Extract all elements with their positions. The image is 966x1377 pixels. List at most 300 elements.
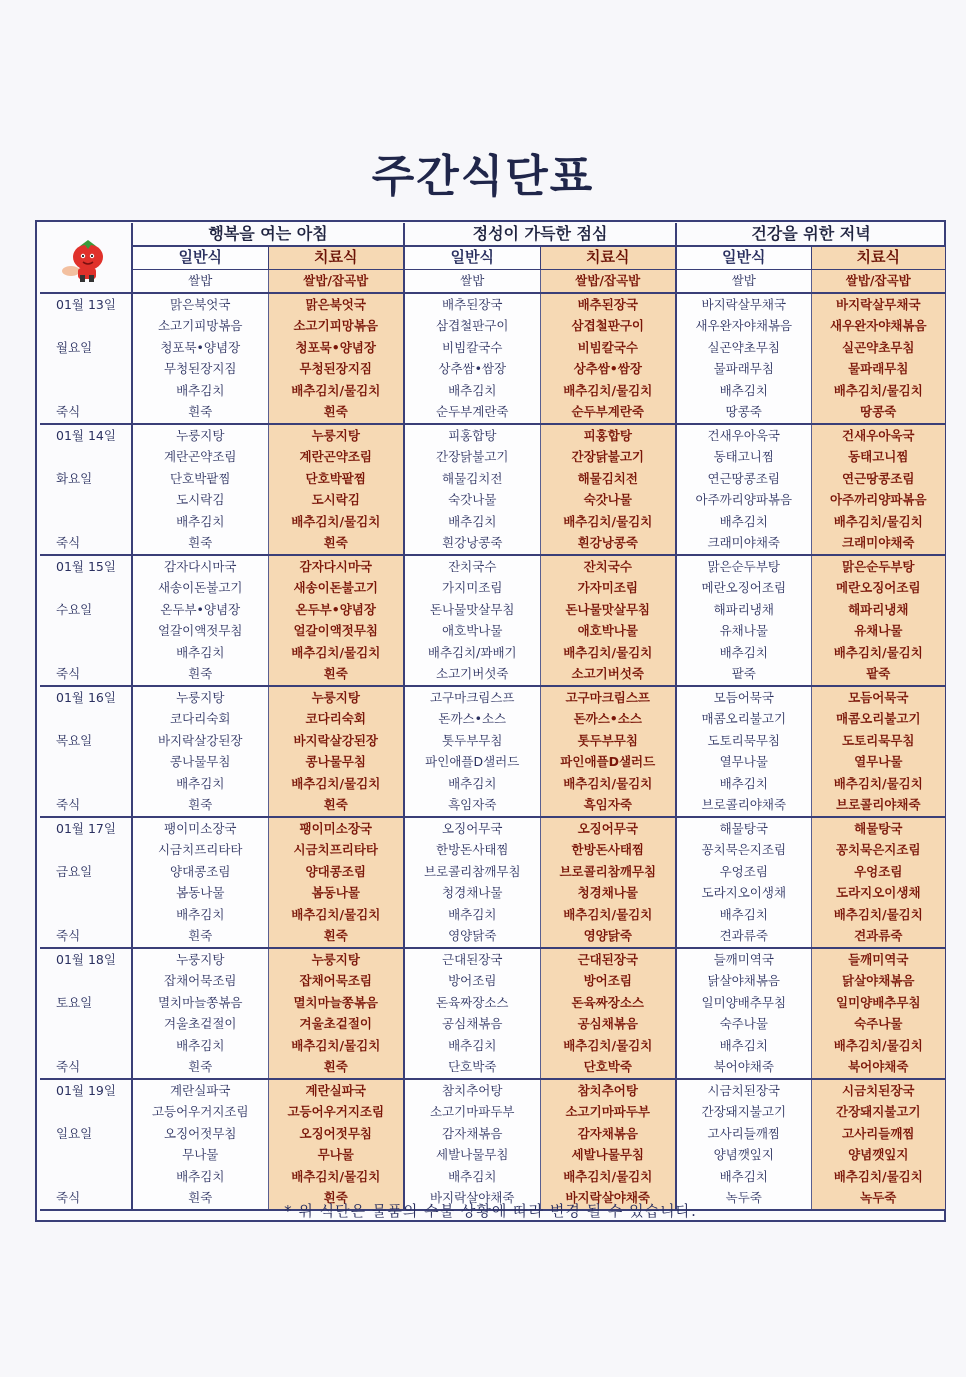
general-dish-cell: 팥죽 [676, 663, 811, 686]
therapy-dish-cell: 감자채볶음 [540, 1123, 676, 1145]
date-spacer [40, 970, 132, 992]
therapy-dish-cell: 흑임자죽 [540, 794, 676, 817]
therapy-dish-cell: 순두부계란죽 [540, 401, 676, 424]
general-dish-cell: 배추김치 [404, 511, 540, 533]
general-dish-cell: 숙주나물 [676, 1013, 811, 1035]
therapy-dish-cell: 맑은순두부탕 [811, 555, 945, 578]
porridge-label: 죽식 [40, 925, 132, 948]
menu-row [40, 1166, 945, 1188]
menu-row [40, 1079, 945, 1102]
date-spacer [40, 315, 132, 337]
therapy-dish-cell: 비빔칼국수 [540, 337, 676, 359]
menu-row [40, 970, 945, 992]
menu-row [40, 1123, 945, 1145]
therapy-dish-cell: 새우완자야채볶음 [811, 315, 945, 337]
therapy-dish-cell: 세발나물무침 [540, 1144, 676, 1166]
general-dish-cell: 상추쌈•쌈장 [404, 358, 540, 380]
therapy-dish-cell: 배추김치/물김치 [811, 773, 945, 795]
menu-row [40, 992, 945, 1014]
menu-row [40, 489, 945, 511]
therapy-dish-cell: 무청된장지짐 [268, 358, 404, 380]
therapy-dish-cell: 배추김치/물김치 [540, 380, 676, 402]
therapy-dish-cell: 배추김치/물김치 [811, 642, 945, 664]
general-dish-cell: 건새우아욱국 [676, 424, 811, 447]
general-dish-cell: 닭살야채볶음 [676, 970, 811, 992]
general-dish-cell: 온두부•양념장 [132, 599, 268, 621]
general-dish-cell: 유채나물 [676, 620, 811, 642]
general-dish-cell: 누룽지탕 [132, 686, 268, 709]
general-dish-cell: 소고기마파두부 [404, 1101, 540, 1123]
general-dish-cell: 배추김치 [132, 1166, 268, 1188]
therapy-dish-cell: 숙주나물 [811, 1013, 945, 1035]
general-dish-cell: 고등어우거지조림 [132, 1101, 268, 1123]
general-dish-cell: 톳두부무침 [404, 730, 540, 752]
general-dish-cell: 새우완자야채볶음 [676, 315, 811, 337]
day-date: 01월 15일 [40, 555, 132, 578]
general-dish-cell: 바지락살무채국 [676, 293, 811, 316]
therapy-dish-cell: 소고기피망볶음 [268, 315, 404, 337]
general-dish-cell: 겨울초겉절이 [132, 1013, 268, 1035]
general-dish-cell: 도라지오이생채 [676, 882, 811, 904]
menu-row [40, 839, 945, 861]
therapy-dish-cell: 잔치국수 [540, 555, 676, 578]
general-dish-cell: 배추김치 [132, 1035, 268, 1057]
menu-row [40, 773, 945, 795]
menu-row [40, 1013, 945, 1035]
date-spacer [40, 1166, 132, 1188]
therapy-dish-cell: 배추김치/물김치 [540, 773, 676, 795]
general-dish-cell: 실곤약초무침 [676, 337, 811, 359]
therapy-dish-cell: 일미양배추무침 [811, 992, 945, 1014]
dinner-general-header: 일반식 [676, 246, 811, 270]
general-dish-cell: 시금치된장국 [676, 1079, 811, 1102]
day-weekday: 일요일 [40, 1123, 132, 1145]
general-dish-cell: 가지미조림 [404, 577, 540, 599]
general-dish-cell: 배추김치 [676, 642, 811, 664]
therapy-dish-cell: 배추김치/물김치 [540, 642, 676, 664]
general-dish-cell: 바지락살야채죽 [404, 1187, 540, 1210]
day-date: 01월 16일 [40, 686, 132, 709]
general-dish-cell: 양대콩조림 [132, 861, 268, 883]
porridge-label: 죽식 [40, 401, 132, 424]
therapy-dish-cell: 흰강낭콩죽 [540, 532, 676, 555]
general-dish-cell: 배추김치 [676, 511, 811, 533]
therapy-dish-cell: 브로콜리야채죽 [811, 794, 945, 817]
therapy-dish-cell: 고사리들깨찜 [811, 1123, 945, 1145]
therapy-dish-cell: 배추김치/물김치 [540, 1035, 676, 1057]
therapy-dish-cell: 도토리묵무침 [811, 730, 945, 752]
general-dish-cell: 일미양배추무침 [676, 992, 811, 1014]
general-dish-cell: 흰죽 [132, 1187, 268, 1210]
date-spacer [40, 577, 132, 599]
general-dish-cell: 누룽지탕 [132, 948, 268, 971]
date-spacer [40, 489, 132, 511]
general-dish-cell: 배추김치/꽈배기 [404, 642, 540, 664]
menu-row [40, 1101, 945, 1123]
therapy-dish-cell: 북어야채죽 [811, 1056, 945, 1079]
therapy-dish-cell: 양념깻잎지 [811, 1144, 945, 1166]
general-dish-cell: 숙갓나물 [404, 489, 540, 511]
general-dish-cell: 배추김치 [676, 1035, 811, 1057]
menu-row [40, 1035, 945, 1057]
general-dish-cell: 배추김치 [132, 380, 268, 402]
therapy-dish-cell: 애호박나물 [540, 620, 676, 642]
therapy-dish-cell: 돈육짜장소스 [540, 992, 676, 1014]
menu-row [40, 620, 945, 642]
rice-cell: 쌀밥/잡곡밥 [540, 270, 676, 293]
general-dish-cell: 배추김치 [676, 380, 811, 402]
therapy-dish-cell: 흰죽 [268, 401, 404, 424]
therapy-dish-cell: 돈까스•소스 [540, 708, 676, 730]
therapy-dish-cell: 배추김치/물김치 [268, 511, 404, 533]
day-date: 01월 18일 [40, 948, 132, 971]
therapy-dish-cell: 고구마크림스프 [540, 686, 676, 709]
general-dish-cell: 얼갈이액젓무침 [132, 620, 268, 642]
therapy-dish-cell: 오징어무국 [540, 817, 676, 840]
general-dish-cell: 흰죽 [132, 401, 268, 424]
porridge-label: 죽식 [40, 1187, 132, 1210]
therapy-dish-cell: 누룽지탕 [268, 948, 404, 971]
therapy-dish-cell: 배추김치/물김치 [268, 642, 404, 664]
therapy-dish-cell: 공심채볶음 [540, 1013, 676, 1035]
rice-cell: 쌀밥/잡곡밥 [811, 270, 945, 293]
general-dish-cell: 세발나물무침 [404, 1144, 540, 1166]
general-dish-cell: 돈까스•소스 [404, 708, 540, 730]
general-dish-cell: 녹두죽 [676, 1187, 811, 1210]
porridge-label: 죽식 [40, 1056, 132, 1079]
therapy-dish-cell: 우엉조림 [811, 861, 945, 883]
general-dish-cell: 해물탕국 [676, 817, 811, 840]
therapy-dish-cell: 배추김치/물김치 [811, 904, 945, 926]
therapy-dish-cell: 배추김치/물김치 [268, 904, 404, 926]
therapy-dish-cell: 바지락살강된장 [268, 730, 404, 752]
general-dish-cell: 잔치국수 [404, 555, 540, 578]
therapy-dish-cell: 녹두죽 [811, 1187, 945, 1210]
therapy-dish-cell: 배추김치/물김치 [811, 1035, 945, 1057]
general-dish-cell: 연근땅콩조림 [676, 468, 811, 490]
general-dish-cell: 방어조림 [404, 970, 540, 992]
therapy-dish-cell: 새송이돈불고기 [268, 577, 404, 599]
menu-row [40, 751, 945, 773]
menu-row [40, 446, 945, 468]
general-dish-cell: 팽이미소장국 [132, 817, 268, 840]
general-dish-cell: 흰죽 [132, 663, 268, 686]
meal-header-dinner: 건강을 위한 저녁 [676, 223, 945, 246]
general-dish-cell: 계란실파국 [132, 1079, 268, 1102]
general-dish-cell: 배추김치 [404, 904, 540, 926]
therapy-dish-cell: 방어조림 [540, 970, 676, 992]
general-dish-cell: 참치추어탕 [404, 1079, 540, 1102]
general-dish-cell: 흰죽 [132, 794, 268, 817]
general-dish-cell: 삼겹철판구이 [404, 315, 540, 337]
general-dish-cell: 메란오징어조림 [676, 577, 811, 599]
general-dish-cell: 양념깻잎지 [676, 1144, 811, 1166]
day-weekday: 월요일 [40, 337, 132, 359]
general-dish-cell: 계란곤약조림 [132, 446, 268, 468]
general-dish-cell: 매콤오리불고기 [676, 708, 811, 730]
general-dish-cell: 흑임자죽 [404, 794, 540, 817]
therapy-dish-cell: 양대콩조림 [268, 861, 404, 883]
general-dish-cell: 파인애플D샐러드 [404, 751, 540, 773]
therapy-dish-cell: 흰죽 [268, 663, 404, 686]
menu-row [40, 599, 945, 621]
therapy-dish-cell: 온두부•양념장 [268, 599, 404, 621]
therapy-dish-cell: 해파리냉채 [811, 599, 945, 621]
day-weekday: 금요일 [40, 861, 132, 883]
date-spacer [40, 1101, 132, 1123]
therapy-dish-cell: 한방돈사태찜 [540, 839, 676, 861]
general-dish-cell: 단호박팥찜 [132, 468, 268, 490]
therapy-dish-cell: 영양닭죽 [540, 925, 676, 948]
day-weekday: 수요일 [40, 599, 132, 621]
date-spacer [40, 751, 132, 773]
menu-row [40, 642, 945, 664]
therapy-dish-cell: 계란실파국 [268, 1079, 404, 1102]
therapy-dish-cell: 계란곤약조림 [268, 446, 404, 468]
menu-row [40, 708, 945, 730]
therapy-dish-cell: 맑은북엇국 [268, 293, 404, 316]
therapy-dish-cell: 시금치된장국 [811, 1079, 945, 1102]
breakfast-general-header: 일반식 [132, 246, 268, 270]
therapy-dish-cell: 해물탕국 [811, 817, 945, 840]
general-dish-cell: 무나물 [132, 1144, 268, 1166]
general-dish-cell: 공심채볶음 [404, 1013, 540, 1035]
therapy-dish-cell: 배추김치/물김치 [268, 1035, 404, 1057]
general-dish-cell: 물파래무침 [676, 358, 811, 380]
day-date: 01월 14일 [40, 424, 132, 447]
therapy-dish-cell: 간장돼지불고기 [811, 1101, 945, 1123]
date-spacer [40, 882, 132, 904]
therapy-dish-cell: 멸치마늘쫑볶음 [268, 992, 404, 1014]
therapy-dish-cell: 누룽지탕 [268, 424, 404, 447]
therapy-dish-cell: 돈나물맛살무침 [540, 599, 676, 621]
general-dish-cell: 소고기버섯죽 [404, 663, 540, 686]
breakfast-therapy-header: 치료식 [268, 246, 404, 270]
therapy-dish-cell: 소고기마파두부 [540, 1101, 676, 1123]
general-dish-cell: 누룽지탕 [132, 424, 268, 447]
day-date: 01월 17일 [40, 817, 132, 840]
therapy-dish-cell: 모듬어묵국 [811, 686, 945, 709]
therapy-dish-cell: 흰죽 [268, 925, 404, 948]
general-dish-cell: 배추김치 [404, 1166, 540, 1188]
general-dish-cell: 열무나물 [676, 751, 811, 773]
general-dish-cell: 고사리들깨찜 [676, 1123, 811, 1145]
menu-row [40, 1144, 945, 1166]
meal-header-lunch: 정성이 가득한 점심 [404, 223, 676, 246]
therapy-dish-cell: 삼겹철판구이 [540, 315, 676, 337]
day-date: 01월 13일 [40, 293, 132, 316]
general-dish-cell: 배추김치 [676, 904, 811, 926]
date-spacer [40, 1144, 132, 1166]
general-dish-cell: 청포묵•양념장 [132, 337, 268, 359]
menu-row [40, 663, 945, 686]
therapy-dish-cell: 흰죽 [268, 1187, 404, 1210]
date-spacer [40, 620, 132, 642]
therapy-dish-cell: 배추된장국 [540, 293, 676, 316]
general-dish-cell: 배추김치 [676, 1166, 811, 1188]
therapy-dish-cell: 흰죽 [268, 1056, 404, 1079]
day-weekday: 토요일 [40, 992, 132, 1014]
general-dish-cell: 감자채볶음 [404, 1123, 540, 1145]
general-dish-cell: 도토리묵무침 [676, 730, 811, 752]
menu-row [40, 358, 945, 380]
therapy-dish-cell: 물파래무침 [811, 358, 945, 380]
general-dish-cell: 간장닭불고기 [404, 446, 540, 468]
therapy-dish-cell: 동태고니찜 [811, 446, 945, 468]
meal-header-breakfast: 행복을 여는 아침 [132, 223, 404, 246]
general-dish-cell: 흰강낭콩죽 [404, 532, 540, 555]
menu-row [40, 380, 945, 402]
general-dish-cell: 청경채나물 [404, 882, 540, 904]
therapy-dish-cell: 도라지오이생채 [811, 882, 945, 904]
therapy-dish-cell: 배추김치/물김치 [540, 511, 676, 533]
general-dish-cell: 콩나물무침 [132, 751, 268, 773]
general-dish-cell: 봄동나물 [132, 882, 268, 904]
general-dish-cell: 비빔칼국수 [404, 337, 540, 359]
general-dish-cell: 배추김치 [132, 773, 268, 795]
day-weekday: 목요일 [40, 730, 132, 752]
date-spacer [40, 511, 132, 533]
therapy-dish-cell: 얼갈이액젓무침 [268, 620, 404, 642]
general-dish-cell: 애호박나물 [404, 620, 540, 642]
general-dish-cell: 근대된장국 [404, 948, 540, 971]
therapy-dish-cell: 톳두부무침 [540, 730, 676, 752]
general-dish-cell: 감자다시마국 [132, 555, 268, 578]
general-dish-cell: 해물김치전 [404, 468, 540, 490]
date-spacer [40, 446, 132, 468]
therapy-dish-cell: 열무나물 [811, 751, 945, 773]
general-dish-cell: 견과류죽 [676, 925, 811, 948]
therapy-dish-cell: 고등어우거지조림 [268, 1101, 404, 1123]
menu-row [40, 424, 945, 447]
general-dish-cell: 무청된장지짐 [132, 358, 268, 380]
therapy-dish-cell: 배추김치/물김치 [540, 1166, 676, 1188]
therapy-dish-cell: 청경채나물 [540, 882, 676, 904]
general-dish-cell: 브로콜리참깨무침 [404, 861, 540, 883]
menu-row [40, 861, 945, 883]
therapy-dish-cell: 감자다시마국 [268, 555, 404, 578]
porridge-label: 죽식 [40, 532, 132, 555]
therapy-dish-cell: 바지락살야채죽 [540, 1187, 676, 1210]
menu-row [40, 1056, 945, 1079]
menu-row [40, 817, 945, 840]
general-dish-cell: 돈나물맛살무침 [404, 599, 540, 621]
therapy-dish-cell: 아주까리양파볶음 [811, 489, 945, 511]
general-dish-cell: 순두부계란죽 [404, 401, 540, 424]
therapy-dish-cell: 유채나물 [811, 620, 945, 642]
menu-row [40, 794, 945, 817]
therapy-dish-cell: 배추김치/물김치 [540, 904, 676, 926]
therapy-dish-cell: 근대된장국 [540, 948, 676, 971]
day-date: 01월 19일 [40, 1079, 132, 1102]
therapy-dish-cell: 피홍합탕 [540, 424, 676, 447]
dinner-therapy-header: 치료식 [811, 246, 945, 270]
general-dish-cell: 크래미야채죽 [676, 532, 811, 555]
therapy-dish-cell: 무나물 [268, 1144, 404, 1166]
general-dish-cell: 해파리냉채 [676, 599, 811, 621]
therapy-dish-cell: 파인애플D샐러드 [540, 751, 676, 773]
general-dish-cell: 배추김치 [132, 642, 268, 664]
therapy-dish-cell: 봄동나물 [268, 882, 404, 904]
general-dish-cell: 새송이돈불고기 [132, 577, 268, 599]
date-spacer [40, 358, 132, 380]
lunch-therapy-header: 치료식 [540, 246, 676, 270]
footer-note: * 위 식단은 물품의 수불 상황에 따라 변경 될 수 있습니다. [284, 1202, 697, 1220]
menu-row [40, 577, 945, 599]
therapy-dish-cell: 배추김치/물김치 [811, 511, 945, 533]
general-dish-cell: 들깨미역국 [676, 948, 811, 971]
therapy-dish-cell: 배추김치/물김치 [811, 1166, 945, 1188]
therapy-dish-cell: 크래미야채죽 [811, 532, 945, 555]
general-dish-cell: 코다리숙회 [132, 708, 268, 730]
therapy-dish-cell: 배추김치/물김치 [268, 1166, 404, 1188]
menu-row [40, 511, 945, 533]
general-dish-cell: 도시락김 [132, 489, 268, 511]
rice-cell: 쌀밥 [404, 270, 540, 293]
therapy-dish-cell: 코다리숙회 [268, 708, 404, 730]
therapy-dish-cell: 잡채어묵조림 [268, 970, 404, 992]
menu-row [40, 337, 945, 359]
general-dish-cell: 한방돈사태찜 [404, 839, 540, 861]
therapy-dish-cell: 연근땅콩조림 [811, 468, 945, 490]
general-dish-cell: 잡채어묵조림 [132, 970, 268, 992]
menu-row [40, 730, 945, 752]
therapy-dish-cell: 메란오징어조림 [811, 577, 945, 599]
general-dish-cell: 땅콩죽 [676, 401, 811, 424]
general-dish-cell: 흰죽 [132, 532, 268, 555]
general-dish-cell: 맑은북엇국 [132, 293, 268, 316]
general-dish-cell: 흰죽 [132, 1056, 268, 1079]
general-dish-cell: 단호박죽 [404, 1056, 540, 1079]
date-spacer [40, 708, 132, 730]
page-title: 주간식단표 [371, 151, 595, 202]
general-dish-cell: 동태고니찜 [676, 446, 811, 468]
date-spacer [40, 904, 132, 926]
menu-row [40, 315, 945, 337]
therapy-dish-cell: 팥죽 [811, 663, 945, 686]
rice-cell: 쌀밥 [132, 270, 268, 293]
therapy-dish-cell: 브로콜리참깨무침 [540, 861, 676, 883]
general-dish-cell: 간장돼지불고기 [676, 1101, 811, 1123]
menu-row [40, 401, 945, 424]
mascot-logo [40, 223, 132, 293]
therapy-dish-cell: 해물김치전 [540, 468, 676, 490]
therapy-dish-cell: 견과류죽 [811, 925, 945, 948]
therapy-dish-cell: 배추김치/물김치 [811, 380, 945, 402]
therapy-dish-cell: 팽이미소장국 [268, 817, 404, 840]
therapy-dish-cell: 상추쌈•쌈장 [540, 358, 676, 380]
therapy-dish-cell: 가자미조림 [540, 577, 676, 599]
rice-cell: 쌀밥/잡곡밥 [268, 270, 404, 293]
menu-row [40, 468, 945, 490]
general-dish-cell: 배추김치 [676, 773, 811, 795]
therapy-dish-cell: 들깨미역국 [811, 948, 945, 971]
general-dish-cell: 꽁치묵은지조림 [676, 839, 811, 861]
therapy-dish-cell: 단호박팥찜 [268, 468, 404, 490]
therapy-dish-cell: 숙갓나물 [540, 489, 676, 511]
general-dish-cell: 배추김치 [404, 1035, 540, 1057]
therapy-dish-cell: 닭살야채볶음 [811, 970, 945, 992]
rice-cell: 쌀밥 [676, 270, 811, 293]
therapy-dish-cell: 매콤오리불고기 [811, 708, 945, 730]
menu-row [40, 904, 945, 926]
general-dish-cell: 배추김치 [404, 773, 540, 795]
menu-table [40, 223, 945, 1211]
therapy-dish-cell: 단호박죽 [540, 1056, 676, 1079]
general-dish-cell: 배추김치 [132, 511, 268, 533]
general-dish-cell: 멸치마늘쫑볶음 [132, 992, 268, 1014]
general-dish-cell: 돈육짜장소스 [404, 992, 540, 1014]
